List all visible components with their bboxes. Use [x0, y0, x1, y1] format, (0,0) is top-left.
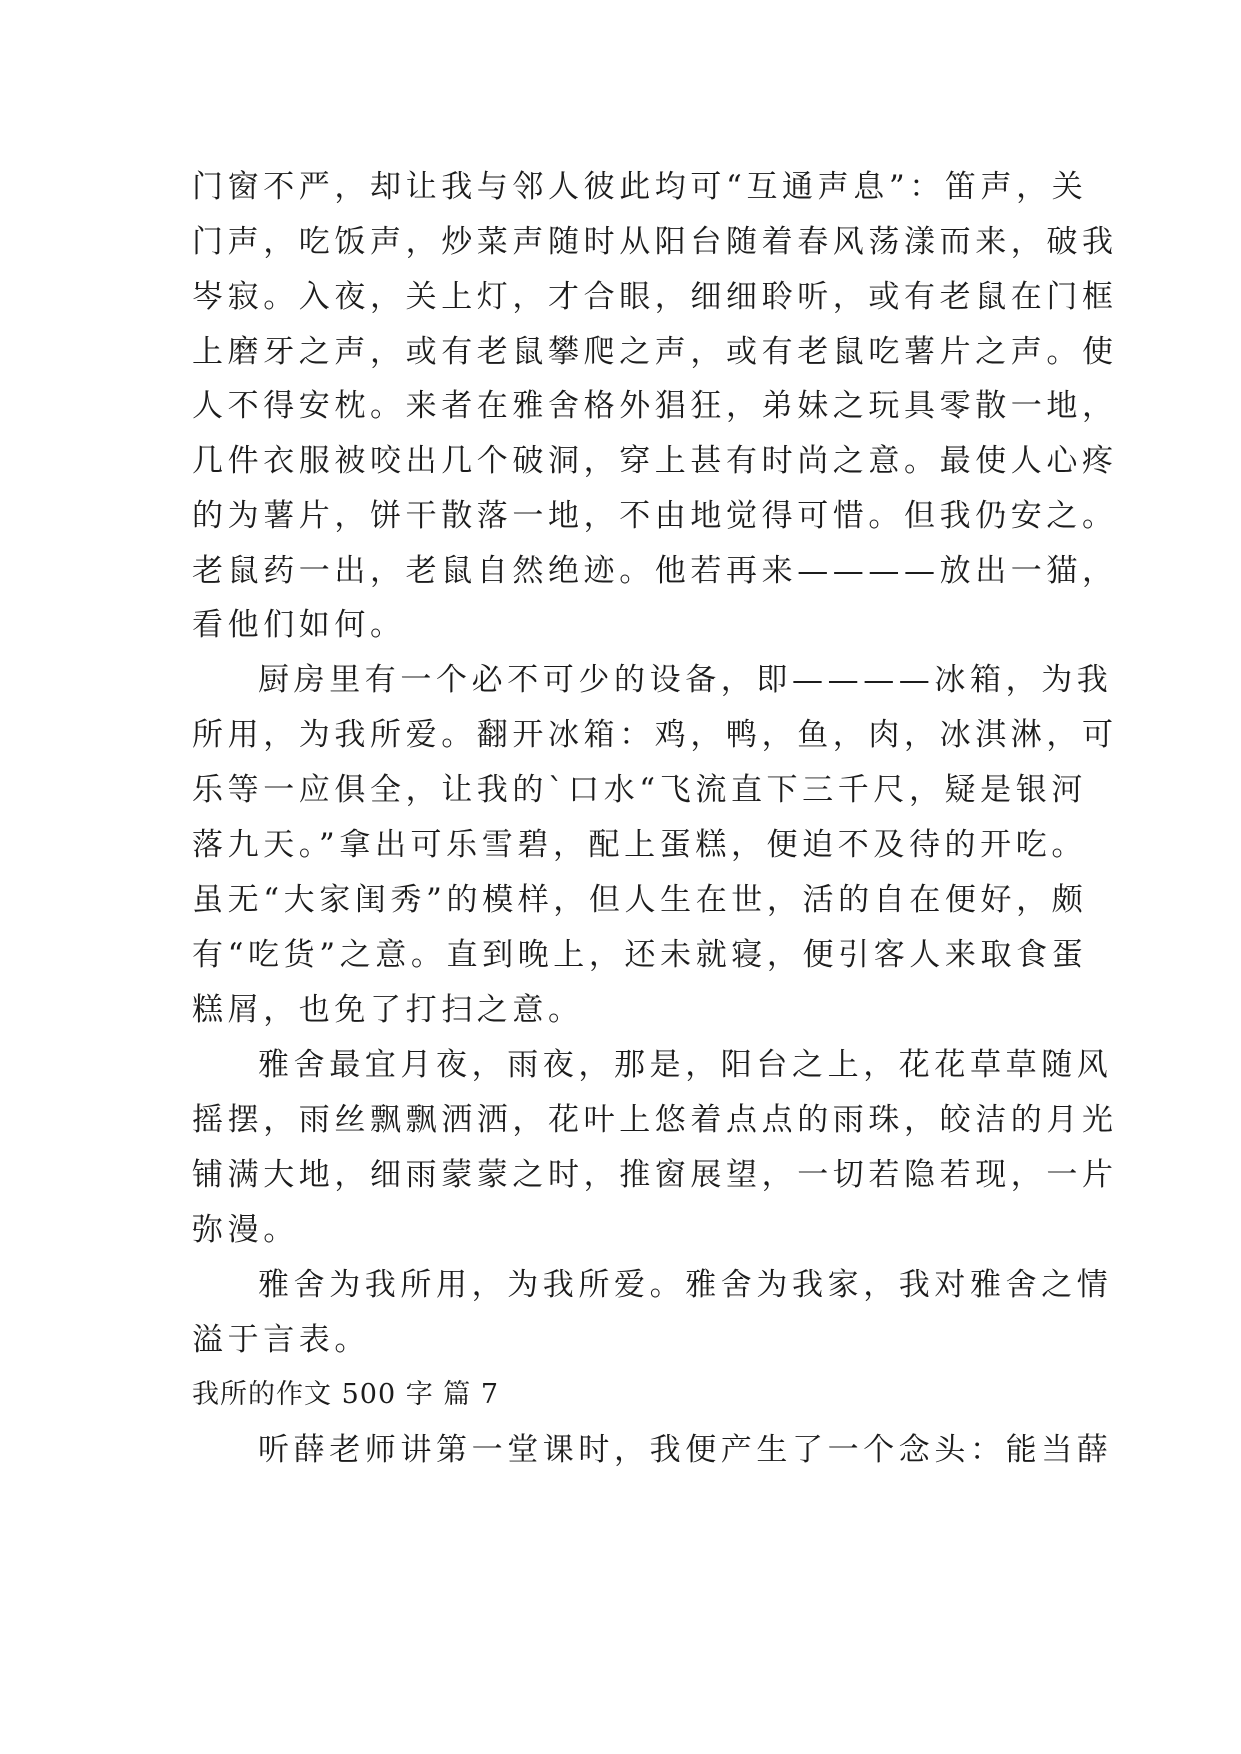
text-line: 看他们如何。 [192, 607, 406, 643]
text-line: 乐等一应俱全，让我的`口水“飞流直下三千尺，疑是银河 [192, 772, 1087, 808]
section-heading: 我所的作文 500 字 篇 7 [192, 1379, 500, 1410]
text-line: 铺满大地，细雨蒙蒙之时，推窗展望，一切若隐若现，一片 [192, 1157, 1118, 1193]
text-line: 弥漫。 [192, 1212, 299, 1248]
text-line: 糕屑，也免了打扫之意。 [192, 992, 584, 1028]
text-line: 虽无“大家闺秀”的模样，但人生在世，活的自在便好，颇 [192, 882, 1088, 918]
paragraph-first-line: 雅舍最宜月夜，雨夜，那是，阳台之上，花花草草随风 [258, 1047, 1113, 1083]
text-line: 门窗不严，却让我与邻人彼此均可“互通声息”：笛声，关 [192, 169, 1088, 205]
paragraph-first-line: 听薛老师讲第一堂课时，我便产生了一个念头：能当薛 [258, 1432, 1113, 1468]
text-line: 溢于言表。 [192, 1322, 370, 1358]
text-line: 上磨牙之声，或有老鼠攀爬之声，或有老鼠吃薯片之声。使 [192, 334, 1118, 370]
paragraph-first-line: 厨房里有一个必不可少的设备，即————冰箱，为我 [258, 662, 1113, 698]
text-line: 的为薯片，饼干散落一地，不由地觉得可惜。但我仍安之。 [192, 498, 1118, 534]
text-line: 门声，吃饭声，炒菜声随时从阳台随着春风荡漾而来，破我 [192, 224, 1118, 260]
text-line: 摇摆，雨丝飘飘洒洒，花叶上悠着点点的雨珠，皎洁的月光 [192, 1102, 1118, 1138]
text-line: 老鼠药一出，老鼠自然绝迹。他若再来————放出一猫， [192, 553, 1118, 589]
text-line: 人不得安枕。来者在雅舍格外猖狂，弟妹之玩具零散一地， [192, 388, 1118, 424]
text-line: 几件衣服被咬出几个破洞，穿上甚有时尚之意。最使人心疼 [192, 443, 1118, 479]
text-line: 岑寂。入夜，关上灯，才合眼，细细聆听，或有老鼠在门框 [192, 279, 1118, 315]
text-line: 所用，为我所爱。翻开冰箱：鸡，鸭，鱼，肉，冰淇淋，可 [192, 717, 1118, 753]
paragraph-first-line: 雅舍为我所用，为我所爱。雅舍为我家，我对雅舍之情 [258, 1267, 1113, 1303]
text-line: 落九天。”拿出可乐雪碧，配上蛋糕，便迫不及待的开吃。 [192, 827, 1087, 863]
text-line: 有“吃货”之意。直到晚上，还未就寝，便引客人来取食蛋 [192, 937, 1088, 973]
